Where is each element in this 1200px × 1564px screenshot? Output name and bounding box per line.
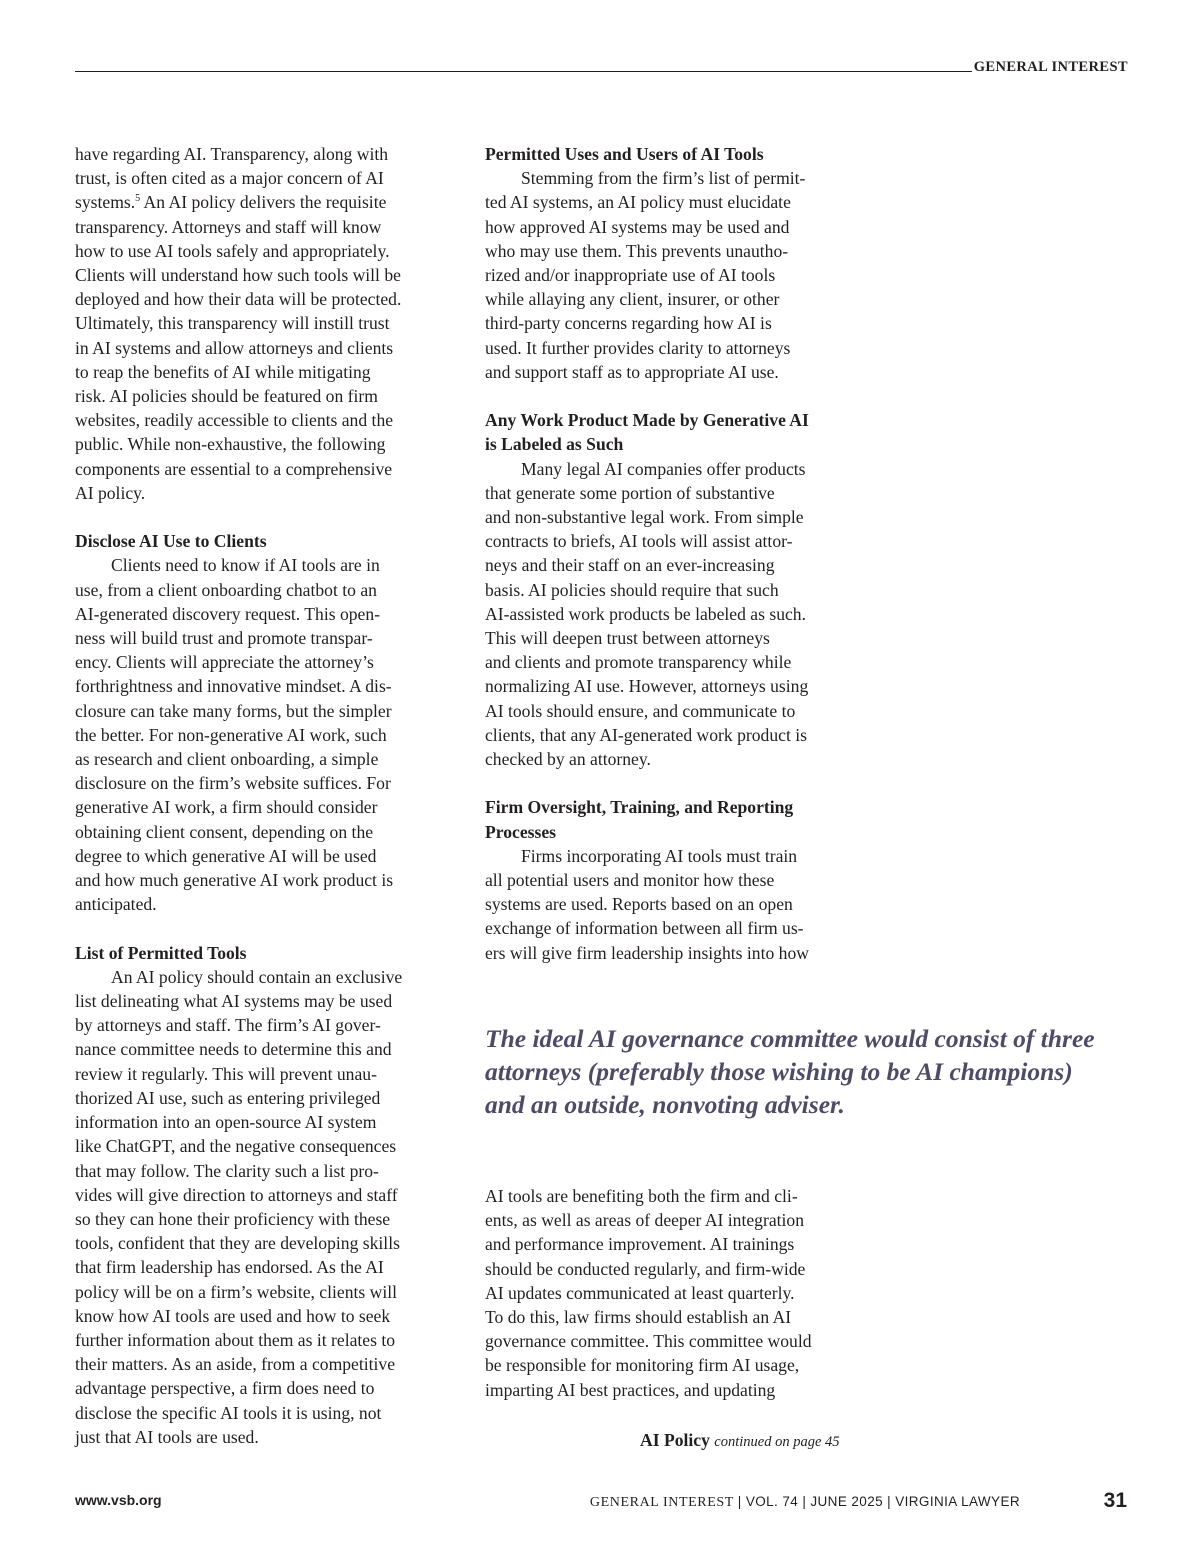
continued-note[interactable] — [640, 1430, 840, 1451]
section-heading: Any Work Product Made by Generative AI — [485, 410, 809, 431]
text-line: be responsible for monitoring firm AI usage, — [485, 1355, 800, 1376]
text-line: and non-substantive legal work. From simple — [485, 507, 804, 528]
text-line: should be conducted regularly, and firm-wide — [485, 1258, 806, 1279]
footer-details: | VOL. 74 | JUNE 2025 | VIRGINIA LAWYER — [737, 1494, 1020, 1509]
text-line: websites, readily accessible to clients and the — [75, 410, 394, 431]
text-line: policy will be on a firm’s website, clients will — [75, 1281, 398, 1302]
text-line: list delineating what AI systems may be used — [75, 991, 393, 1012]
text-line: governance committee. This committee would — [485, 1331, 812, 1352]
text-line: Firms incorporating AI tools must train — [521, 845, 798, 866]
text-line: their matters. As an aside, from a competitive — [75, 1354, 396, 1375]
text-line: as research and client onboarding, a simple — [75, 749, 379, 770]
left-column — [75, 142, 450, 1449]
text-line: deployed and how their data will be protected. — [75, 289, 402, 310]
text-line: components are essential to a comprehensive — [75, 458, 393, 479]
text-line: AI-assisted work products be labeled as such. — [485, 603, 807, 624]
text-line: who may use them. This prevents unautho- — [485, 240, 789, 261]
disclose-section — [75, 529, 450, 916]
text-line: and clients and promote transparency while — [485, 652, 792, 673]
text-line: public. While non-exhaustive, the following — [75, 434, 386, 455]
section-heading: List of Permitted Tools — [75, 942, 247, 963]
text-line: An AI policy should contain an exclusive — [111, 966, 403, 987]
text-line: AI policy. — [75, 482, 146, 503]
text-line: imparting AI best practices, and updating — [485, 1379, 776, 1400]
text-line: To do this, law firms should establish an AI — [485, 1307, 792, 1328]
section-heading: Firm Oversight, Training, and Reporting — [485, 797, 794, 818]
text-line: contracts to briefs, AI tools will assist attor- — [485, 531, 793, 552]
text-line: review it regularly. This will prevent unau- — [75, 1063, 377, 1084]
text-line: tools, confident that they are developing skills — [75, 1233, 400, 1254]
text-line: basis. AI policies should require that such — [485, 579, 779, 600]
text-line: ency. Clients will appreciate the attorney’s — [75, 652, 374, 673]
text-line: advantage perspective, a firm does need to — [75, 1378, 375, 1399]
paragraph-gap — [485, 384, 860, 408]
permitted-uses-section — [485, 142, 860, 384]
footer-url[interactable]: www.vsb.org — [75, 1492, 162, 1508]
section-heading: Processes — [485, 821, 557, 842]
text-line: third-party concerns regarding how AI is — [485, 313, 772, 334]
text-line: AI tools are benefiting both the firm and cli- — [485, 1186, 798, 1206]
text-line: ers will give firm leadership insights into how — [485, 942, 809, 963]
footnote-ref[interactable]: 5 — [135, 193, 141, 205]
text-line: AI-generated discovery request. This open- — [75, 603, 381, 624]
text-line: transparency. Attorneys and staff will know — [75, 216, 382, 237]
text-line: ted AI systems, an AI policy must elucidate — [485, 192, 791, 213]
text-fragment: An AI policy delivers the requisite — [140, 192, 387, 213]
text-line: rized and/or inappropriate use of AI tools — [485, 265, 776, 286]
text-line: neys and their staff on an ever-increasing — [485, 555, 775, 576]
text-line: used. It further provides clarity to attorneys — [485, 337, 791, 358]
text-line: the better. For non-generative AI work, such — [75, 724, 387, 745]
text-line: Clients need to know if AI tools are in — [111, 555, 380, 576]
text-line: closure can take many forms, but the simpler — [75, 700, 392, 721]
text-line: anticipated. — [75, 894, 157, 915]
text-line: systems are used. Reports based on an open — [485, 894, 793, 915]
text-line: use, from a client onboarding chatbot to an — [75, 579, 377, 600]
section-tag: GENERAL INTEREST — [973, 59, 1128, 75]
text-line: and how much generative AI work product is — [75, 870, 394, 891]
text-line: clients, that any AI-generated work product is — [485, 724, 807, 745]
section-heading: Disclose AI Use to Clients — [75, 531, 267, 552]
text-line: further information about them as it relates to — [75, 1329, 396, 1350]
continued-label: AI Policy — [640, 1430, 710, 1450]
text-line: obtaining client consent, depending on the — [75, 821, 374, 842]
oversight-section — [485, 795, 860, 964]
pull-quote-line: attorneys (preferably those wishing to be AI champions) — [485, 1057, 1073, 1086]
text-line: so they can hone their proficiency with these — [75, 1208, 391, 1229]
text-line: just that AI tools are used. — [75, 1426, 259, 1447]
text-line: AI updates communicated at least quarterly. — [485, 1282, 795, 1303]
text-line: disclose the specific AI tools it is using, not — [75, 1402, 382, 1423]
text-line: Clients will understand how such tools will be — [75, 265, 401, 286]
text-line: like ChatGPT, and the negative consequences — [75, 1136, 397, 1157]
text-line: forthrightness and innovative mindset. A dis- — [75, 676, 392, 697]
text-line: Stemming from the firm’s list of permit- — [521, 168, 806, 189]
middle-column — [485, 142, 860, 965]
work-product-section — [485, 408, 860, 771]
paragraph-gap — [75, 505, 450, 529]
page-number: 31 — [1103, 1489, 1127, 1512]
pull-quote-line: The ideal AI governance committee would consist of three — [485, 1024, 1095, 1053]
intro-paragraph — [75, 142, 450, 505]
text-line: and performance improvement. AI trainings — [485, 1234, 795, 1255]
section-heading: Permitted Uses and Users of AI Tools — [485, 144, 764, 164]
text-line: and support staff as to appropriate AI use. — [485, 361, 779, 382]
paragraph-gap — [75, 916, 450, 940]
text-line: how approved AI systems may be used and — [485, 216, 790, 237]
text-line: disclosure on the firm’s website suffices. For — [75, 773, 391, 794]
text-line: vides will give direction to attorneys and staff — [75, 1184, 398, 1205]
text-line: risk. AI policies should be featured on firm — [75, 386, 378, 407]
text-line: information into an open-source AI system — [75, 1112, 377, 1133]
text-line: checked by an attorney. — [485, 749, 651, 770]
footer-section: GENERAL INTEREST — [589, 1495, 734, 1510]
text-line: to reap the benefits of AI while mitigating — [75, 361, 371, 382]
text-line: nance committee needs to determine this and — [75, 1039, 392, 1060]
text-line — [75, 190, 450, 214]
text-line: AI tools should ensure, and communicate to — [485, 700, 796, 721]
text-line: have regarding AI. Transparency, along with — [75, 144, 389, 164]
text-line: how to use AI tools safely and appropriately. — [75, 240, 390, 261]
paragraph-gap — [485, 771, 860, 795]
pull-quote-line: and an outside, nonvoting adviser. — [485, 1090, 845, 1119]
text-line: This will deepen trust between attorneys — [485, 628, 770, 649]
pull-quote — [485, 1022, 1125, 1121]
continued-page: continued on page 45 — [714, 1434, 840, 1450]
text-line: degree to which generative AI will be used — [75, 845, 377, 866]
text-line: exchange of information between all firm us- — [485, 918, 804, 939]
text-line: that may follow. The clarity such a list pro- — [75, 1160, 379, 1181]
permitted-tools-section — [75, 941, 450, 1449]
text-line: all potential users and monitor how these — [485, 870, 775, 891]
text-line: Ultimately, this transparency will instill trust — [75, 313, 390, 334]
text-line: by attorneys and staff. The firm’s AI gover- — [75, 1015, 381, 1036]
text-fragment: systems. — [75, 192, 136, 213]
text-line: ness will build trust and promote transpar- — [75, 628, 373, 649]
text-line: that firm leadership has endorsed. As the AI — [75, 1257, 384, 1278]
text-line: thorized AI use, such as entering privileged — [75, 1087, 381, 1108]
footer-info — [590, 1494, 1020, 1511]
section-heading: is Labeled as Such — [485, 434, 624, 455]
text-line: ents, as well as areas of deeper AI integration — [485, 1210, 805, 1231]
header-rule — [75, 71, 972, 72]
text-line: that generate some portion of substantive — [485, 482, 775, 503]
continuation-column — [485, 1184, 860, 1402]
text-line: while allaying any client, insurer, or other — [485, 289, 780, 310]
text-line: generative AI work, a firm should consider — [75, 797, 378, 818]
text-line: in AI systems and allow attorneys and clients — [75, 337, 394, 358]
text-line: Many legal AI companies offer products — [521, 458, 806, 479]
text-line: know how AI tools are used and how to seek — [75, 1305, 391, 1326]
text-line: normalizing AI use. However, attorneys using — [485, 676, 809, 697]
text-line: trust, is often cited as a major concern of AI — [75, 168, 384, 189]
